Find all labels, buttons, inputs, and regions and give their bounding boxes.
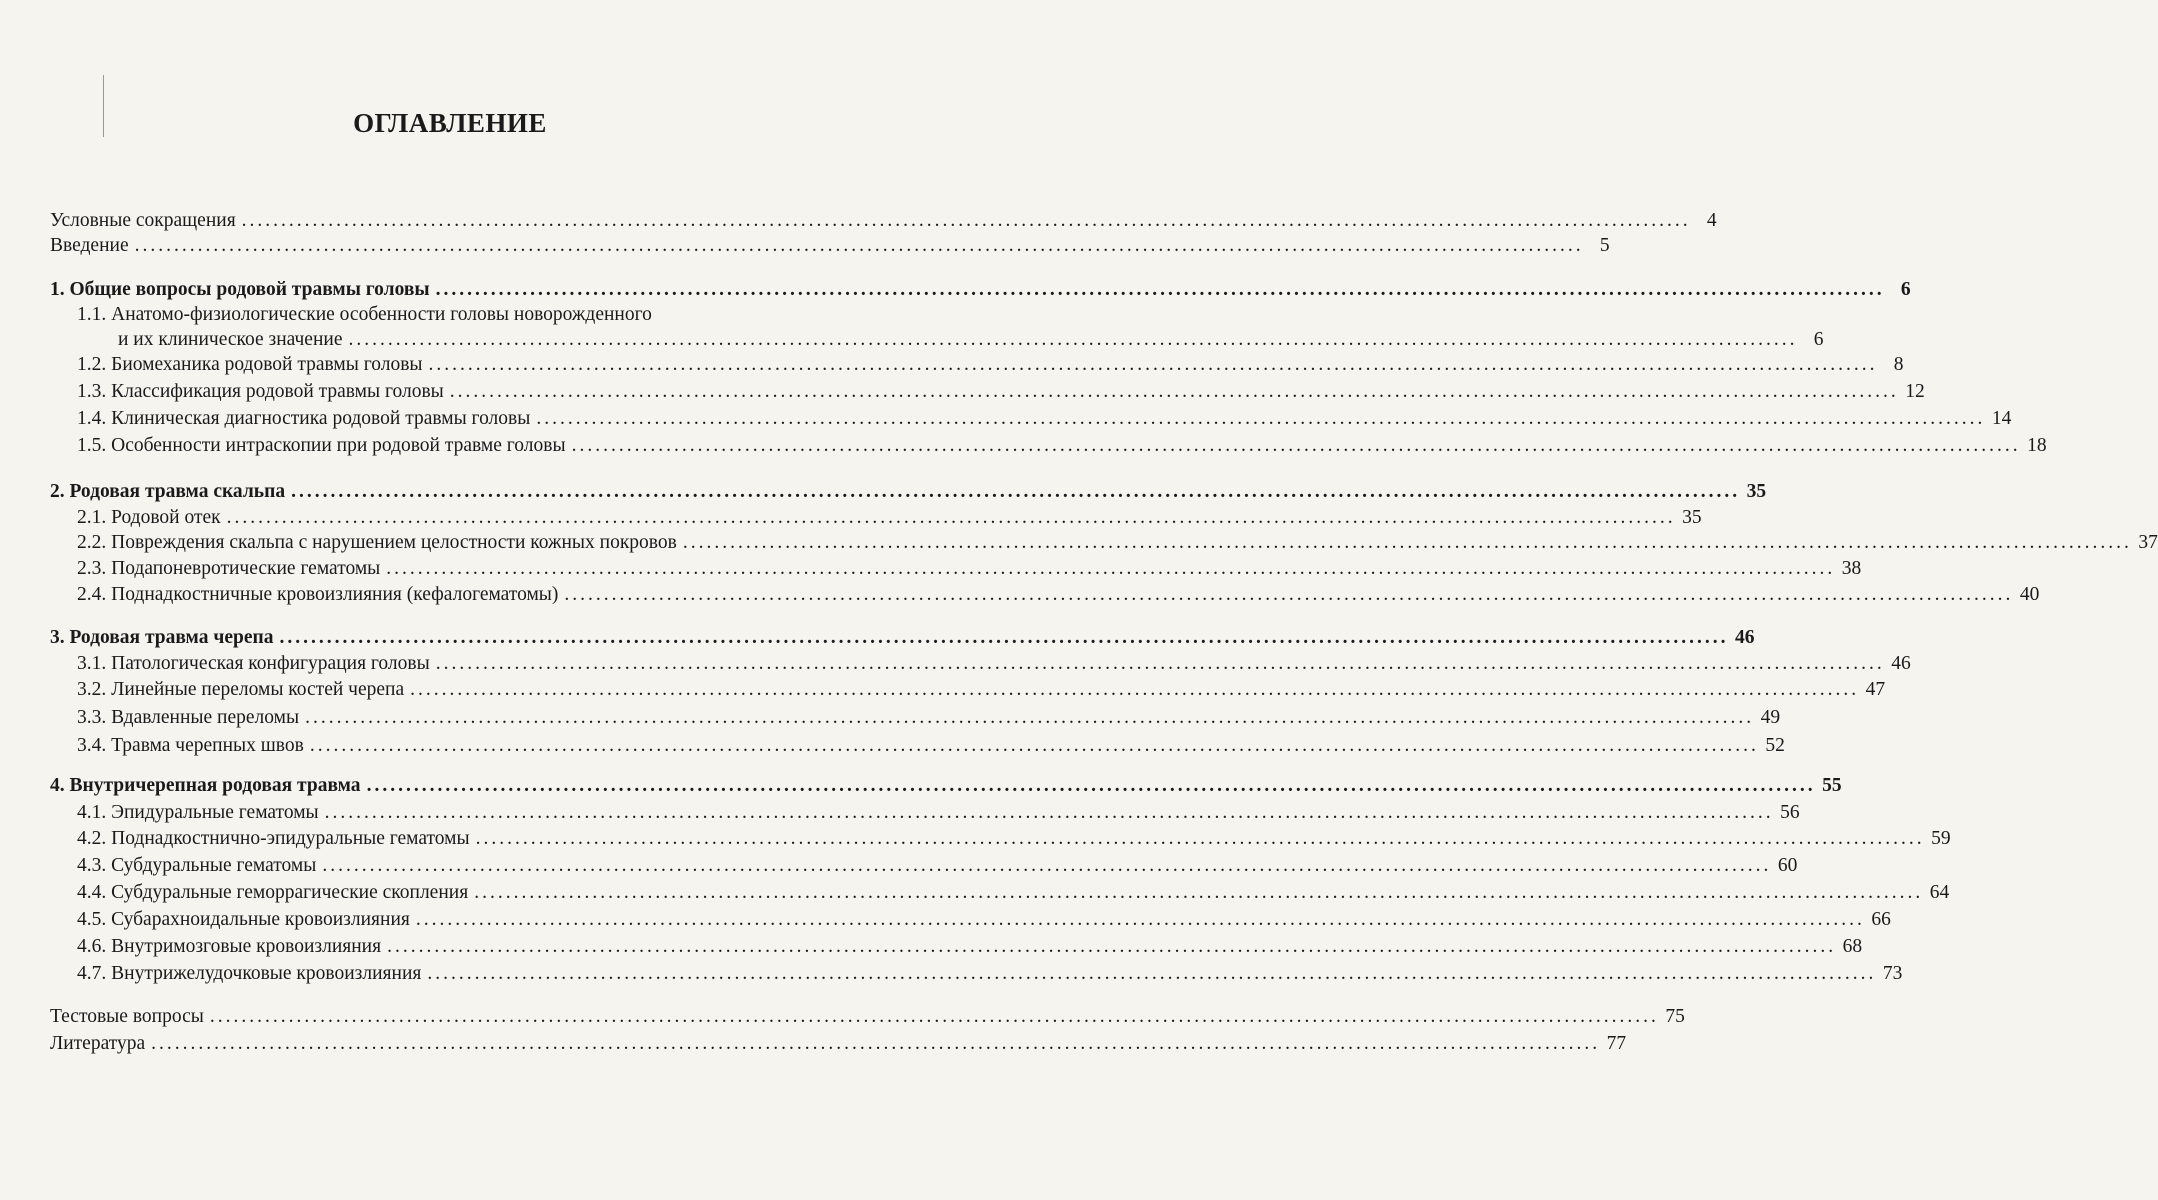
toc-leader: ........................................................................................................................................................................................ [435, 279, 1885, 300]
toc-page-number: 73 [1882, 963, 1903, 984]
toc-entry-label: 3.1. Патологическая конфигурация головы [77, 653, 430, 674]
toc-entry-label: 2. Родовая травма скальпа [50, 481, 286, 502]
toc-leader: ........................................................................................................................................................................................ [428, 354, 1878, 375]
toc-leader: ........................................................................................................................................................................................ [536, 408, 1986, 429]
toc-entry-label: 2.4. Поднадкостничные кровоизлияния (кефалогематомы) [77, 584, 559, 605]
toc-page-number: 46 [1734, 627, 1755, 648]
toc-entry-label: 1.5. Особенности интраскопии при родовой травме головы [77, 435, 566, 456]
toc-entry[interactable] [77, 733, 1785, 758]
toc-chapter[interactable] [50, 277, 1911, 302]
toc-page-number: 4 [1706, 210, 1717, 231]
toc-leader: ........................................................................................................................................................................................ [309, 735, 1759, 756]
toc-page-number: 66 [1871, 909, 1891, 930]
toc-chapter[interactable] [50, 773, 1842, 798]
toc-chapter[interactable] [50, 625, 1755, 650]
toc-leader: ........................................................................................................................................................................................ [322, 855, 1772, 876]
toc-entry-label: Введение [50, 235, 129, 256]
toc-page-number: 37 [2138, 532, 2158, 553]
toc-page-number: 75 [1665, 1006, 1685, 1027]
toc-leader: ........................................................................................................................................................................................ [366, 775, 1816, 796]
toc-page-number: 68 [1842, 936, 1863, 957]
toc-page-number: 52 [1765, 735, 1785, 756]
toc-entry[interactable] [77, 800, 1800, 825]
toc-page-number: 18 [2027, 435, 2047, 456]
toc-entry-label: 4.5. Субарахноидальные кровоизлияния [77, 909, 410, 930]
toc-page-number: 38 [1841, 558, 1862, 579]
toc-page-number: 40 [2019, 584, 2040, 605]
toc-page-number: 6 [1900, 279, 1911, 300]
toc-entry-label: 4.6. Внутримозговые кровоизлияния [77, 936, 382, 957]
toc-page-number: 5 [1599, 235, 1610, 256]
toc-page-number: 12 [1905, 381, 1925, 402]
toc-entry-label: 1.4. Клиническая диагностика родовой травмы головы [77, 408, 531, 429]
toc-leader: ........................................................................................................................................................................................ [474, 882, 1924, 903]
toc-entry[interactable] [77, 907, 1891, 932]
toc-entry-label: 4.4. Субдуральные геморрагические скопления [77, 882, 469, 903]
toc-leader: ........................................................................................................................................................................................ [564, 584, 2014, 605]
toc-page-number: 55 [1822, 775, 1842, 796]
toc-leader: ........................................................................................................................................................................................ [134, 235, 1584, 256]
toc-leader: ........................................................................................................................................................................................ [387, 936, 1837, 957]
toc-entry[interactable] [77, 880, 1950, 905]
toc-leader: ........................................................................................................................................................................................ [410, 679, 1860, 700]
toc-entry-label: 3.2. Линейные переломы костей черепа [77, 679, 405, 700]
toc-entry[interactable] [77, 379, 1925, 404]
toc-page-number: 14 [1991, 408, 2012, 429]
toc-entry[interactable] [77, 352, 1904, 377]
toc-entry-label: 4.1. Эпидуральные гематомы [77, 802, 319, 823]
toc-entry-continuation[interactable] [118, 327, 1824, 352]
toc-page-number: 8 [1893, 354, 1904, 375]
toc-entry[interactable] [77, 826, 1951, 851]
toc-entry-label: Условные сокращения [50, 210, 236, 231]
toc-entry[interactable] [50, 233, 1610, 258]
toc-entry-label: 3. Родовая травма черепа [50, 627, 274, 648]
toc-entry[interactable] [77, 433, 2047, 458]
toc-page-number: 46 [1891, 653, 1911, 674]
toc-leader: ........................................................................................................................................................................................ [348, 329, 1798, 350]
toc-entry-label: 4.2. Поднадкостнично-эпидуральные гематомы [77, 828, 470, 849]
toc-page-number: 6 [1813, 329, 1824, 350]
toc-entry[interactable] [77, 934, 1863, 959]
toc-entry-label: 1.2. Биомеханика родовой травмы головы [77, 354, 423, 375]
toc-entry-label: 3.4. Травма черепных швов [77, 735, 304, 756]
toc-leader: ........................................................................................................................................................................................ [305, 707, 1755, 728]
toc-entry-label: 1. Общие вопросы родовой травмы головы [50, 279, 430, 300]
toc-entry[interactable] [77, 582, 2040, 607]
toc-leader: ........................................................................................................................................................................................ [241, 210, 1691, 231]
toc-leader: ........................................................................................................................................................................................ [151, 1033, 1601, 1054]
toc-entry-label: 2.3. Подапоневротические гематомы [77, 558, 381, 579]
toc-entry[interactable] [77, 406, 2012, 431]
toc-entry[interactable] [77, 505, 1702, 530]
toc-entry-label: 1.3. Классификация родовой травмы головы [77, 381, 444, 402]
toc-page-number: 64 [1929, 882, 1950, 903]
toc-entry[interactable] [50, 1004, 1685, 1029]
toc-leader: ........................................................................................................................................................................................ [682, 532, 2132, 553]
toc-entry[interactable] [77, 677, 1886, 702]
toc-leader: ........................................................................................................................................................................................ [435, 653, 1885, 674]
toc-leader: ........................................................................................................................................................................................ [386, 558, 1836, 579]
toc-entry-label: Тестовые вопросы [50, 1006, 204, 1027]
toc-leader: ........................................................................................................................................................................................ [324, 802, 1774, 823]
toc-entry-label: 4.7. Внутрижелудочковые кровоизлияния [77, 963, 422, 984]
toc-page-number: 56 [1780, 802, 1800, 823]
toc-page-number: 59 [1931, 828, 1951, 849]
toc-page-number: 47 [1865, 679, 1886, 700]
toc-entry[interactable] [77, 853, 1798, 878]
toc-entry[interactable] [77, 530, 2158, 555]
toc-leader: ........................................................................................................................................................................................ [291, 481, 1741, 502]
toc-page-number: 77 [1606, 1033, 1627, 1054]
toc-entry[interactable] [77, 556, 1862, 581]
toc-entry[interactable] [50, 1031, 1627, 1056]
toc-entry-label: 3.3. Вдавленные переломы [77, 707, 300, 728]
toc-leader: ........................................................................................................................................................................................ [571, 435, 2021, 456]
toc-leader: ........................................................................................................................................................................................ [427, 963, 1877, 984]
toc-entry-label: 2.1. Родовой отек [77, 507, 221, 528]
toc-entry[interactable] [77, 651, 1911, 676]
toc-entry[interactable] [77, 302, 816, 327]
page-title: ОГЛАВЛЕНИЕ [353, 108, 547, 138]
toc-leader: ........................................................................................................................................................................................ [226, 507, 1676, 528]
toc-leader: ........................................................................................................................................................................................ [279, 627, 1729, 648]
toc-entry[interactable] [50, 208, 1717, 233]
toc-leader: ........................................................................................................................................................................................ [475, 828, 1925, 849]
toc-page-number: 35 [1682, 507, 1702, 528]
toc-leader: ........................................................................................................................................................................................ [209, 1006, 1659, 1027]
toc-entry-label: Литература [50, 1033, 146, 1054]
toc-entry-label: 2.2. Повреждения скальпа с нарушением целостности кожных покровов [77, 532, 677, 553]
toc-entry-label: и их клиническое значение [118, 329, 343, 350]
toc-entry-label: 1.1. Анатомо-физиологические особенности головы новорожденного [77, 304, 652, 325]
toc-page-number: 49 [1760, 707, 1781, 728]
toc-chapter[interactable] [50, 479, 1767, 504]
toc-entry-label: 4. Внутричерепная родовая травма [50, 775, 361, 796]
toc-entry[interactable] [77, 961, 1903, 986]
toc-entry-label: 4.3. Субдуральные гематомы [77, 855, 317, 876]
toc-leader: ........................................................................................................................................................................................ [415, 909, 1865, 930]
toc-entry[interactable] [77, 705, 1781, 730]
toc-page-number: 60 [1777, 855, 1798, 876]
toc-page-number: 35 [1746, 481, 1767, 502]
toc-leader: ........................................................................................................................................................................................ [449, 381, 1899, 402]
